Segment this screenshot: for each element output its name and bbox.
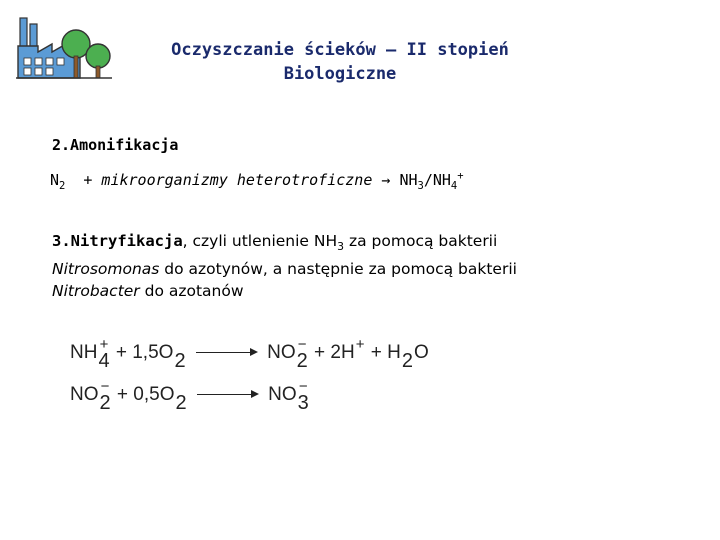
- equation-2: [70, 378, 310, 412]
- product-2-sup: +: [457, 170, 464, 182]
- bacteria-1: Nitrosomonas: [52, 260, 160, 279]
- product-2-sub: 4: [450, 180, 458, 192]
- eq1-b-sub: 2: [174, 350, 186, 372]
- bacteria-2: Nitrobacter: [52, 282, 140, 301]
- eq2-c-sub: 3: [297, 392, 309, 414]
- section-3-paragraph: [52, 230, 612, 302]
- eq2-a: NO: [70, 384, 99, 406]
- para-text-4: do azotanów: [139, 282, 244, 301]
- para-text-3: do azotynów, a następnie za pomocą bakterii: [159, 260, 517, 279]
- eq1-c: NO: [267, 342, 296, 364]
- product-2: /NH: [423, 171, 451, 189]
- eq1-e-sub: 2: [401, 350, 413, 372]
- equation-1: [70, 336, 429, 370]
- eq1-c-sup: −: [297, 336, 307, 353]
- eq1-d-sup: +: [355, 336, 365, 353]
- eq1-e2: O: [413, 342, 429, 364]
- eq2-c: NO: [268, 384, 297, 406]
- product-1-sub: 3: [417, 180, 424, 192]
- reaction-middle: + mikroorganizmy heterotroficzne: [83, 171, 373, 189]
- eq2-a-sub: 2: [99, 392, 111, 414]
- ammonification-reaction: [50, 170, 464, 192]
- eq1-e: + H: [370, 342, 401, 364]
- factory-icon: [14, 14, 114, 84]
- eq1-a-sup: +: [99, 336, 109, 353]
- eq1-c-sub: 2: [296, 350, 308, 372]
- para-text-1: , czyli utlenienie NH: [182, 232, 338, 250]
- eq1-b: + 1,5O: [115, 342, 174, 364]
- arrow-icon: →: [381, 171, 391, 189]
- eq1-d: + 2H: [314, 342, 355, 364]
- product-1: NH: [399, 171, 418, 189]
- title-line-1: Oczyszczanie ścieków – II stopień: [171, 40, 509, 60]
- eq2-c-sup: −: [298, 378, 308, 395]
- reactant-sub: 2: [59, 180, 66, 192]
- title-line-2: Biologiczne: [283, 64, 397, 84]
- section-2-heading: 2.Amonifikacja: [52, 136, 179, 154]
- eq1-a: NH: [70, 342, 98, 364]
- eq2-b-sub: 2: [175, 392, 187, 414]
- eq2-arrow-icon: [197, 389, 259, 401]
- para-sub: 3: [337, 240, 345, 254]
- eq2-b: + 0,5O: [116, 384, 175, 406]
- para-text-2: za pomocą bakterii: [344, 232, 498, 250]
- reactant: N: [50, 171, 60, 189]
- eq1-arrow-icon: [196, 347, 258, 359]
- section-3-heading: 3.Nitryfikacja: [52, 232, 183, 250]
- eq1-a-sub: 4: [98, 350, 110, 372]
- page-title: [120, 38, 560, 86]
- eq2-a-sup: −: [100, 378, 110, 395]
